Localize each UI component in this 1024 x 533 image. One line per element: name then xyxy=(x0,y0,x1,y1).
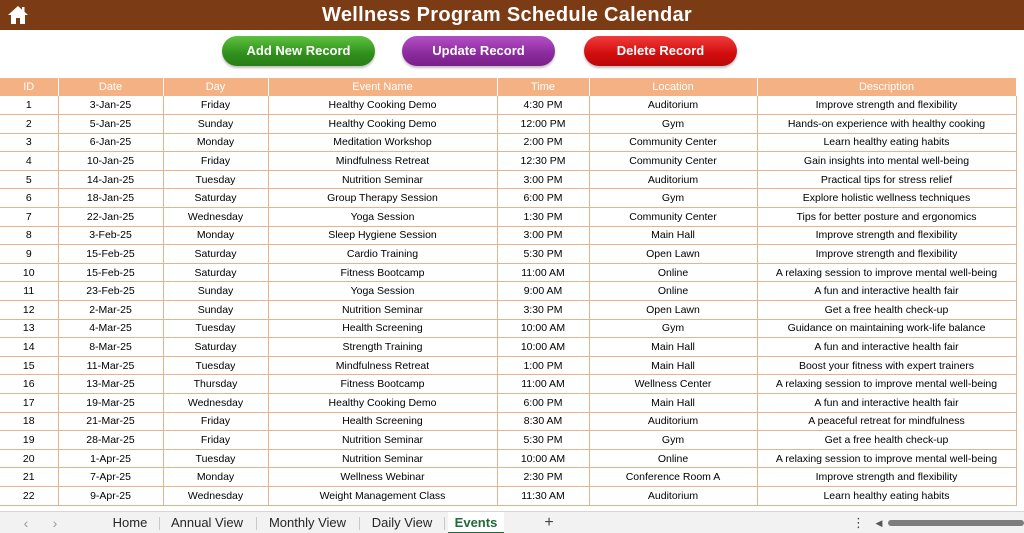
cell-day[interactable]: Friday xyxy=(163,412,268,431)
cell-time[interactable]: 11:00 AM xyxy=(497,263,589,282)
cell-time[interactable]: 3:30 PM xyxy=(497,301,589,320)
cell-date[interactable]: 7-Apr-25 xyxy=(58,468,163,487)
cell-event-name[interactable]: Sleep Hygiene Session xyxy=(268,226,497,245)
cell-date[interactable]: 13-Mar-25 xyxy=(58,375,163,394)
cell-location[interactable]: Gym xyxy=(589,189,757,208)
table-row[interactable] xyxy=(0,449,1016,468)
cell-id[interactable]: 13 xyxy=(0,319,58,338)
cell-description[interactable]: Learn healthy eating habits xyxy=(757,133,1016,152)
cell-id[interactable]: 9 xyxy=(0,245,58,264)
tab-monthly-view[interactable]: Monthly View xyxy=(268,515,347,530)
cell-location[interactable]: Wellness Center xyxy=(589,375,757,394)
table-row[interactable] xyxy=(0,356,1016,375)
table-row[interactable] xyxy=(0,208,1016,227)
tab-events[interactable]: Events xyxy=(448,512,504,533)
cell-location[interactable]: Main Hall xyxy=(589,338,757,357)
cell-description[interactable]: Explore holistic wellness techniques xyxy=(757,189,1016,208)
cell-date[interactable]: 3-Jan-25 xyxy=(58,96,163,115)
cell-event-name[interactable]: Healthy Cooking Demo xyxy=(268,394,497,413)
cell-day[interactable]: Wednesday xyxy=(163,394,268,413)
cell-event-name[interactable]: Nutrition Seminar xyxy=(268,431,497,450)
cell-description[interactable]: A fun and interactive health fair xyxy=(757,338,1016,357)
table-row[interactable] xyxy=(0,115,1016,134)
cell-location[interactable]: Gym xyxy=(589,319,757,338)
cell-date[interactable]: 4-Mar-25 xyxy=(58,319,163,338)
cell-time[interactable]: 1:30 PM xyxy=(497,208,589,227)
table-row[interactable] xyxy=(0,338,1016,357)
cell-description[interactable]: Tips for better posture and ergonomics xyxy=(757,208,1016,227)
cell-id[interactable]: 11 xyxy=(0,282,58,301)
cell-time[interactable]: 10:00 AM xyxy=(497,319,589,338)
scrollbar-thumb[interactable] xyxy=(888,520,1024,526)
cell-time[interactable]: 3:00 PM xyxy=(497,226,589,245)
cell-description[interactable]: Get a free health check-up xyxy=(757,431,1016,450)
sheet-tab-bar xyxy=(0,511,1024,533)
cell-day[interactable]: Sunday xyxy=(163,115,268,134)
cell-time[interactable]: 4:30 PM xyxy=(497,96,589,115)
table-row[interactable] xyxy=(0,263,1016,282)
cell-description[interactable]: A relaxing session to improve mental well-being xyxy=(757,375,1016,394)
cell-time[interactable]: 12:00 PM xyxy=(497,115,589,134)
cell-time[interactable]: 5:30 PM xyxy=(497,245,589,264)
cell-date[interactable]: 23-Feb-25 xyxy=(58,282,163,301)
cell-time[interactable]: 6:00 PM xyxy=(497,189,589,208)
cell-id[interactable]: 3 xyxy=(0,133,58,152)
tab-separator xyxy=(159,517,160,530)
cell-description[interactable]: A peaceful retreat for mindfulness xyxy=(757,412,1016,431)
cell-description[interactable]: Hands-on experience with healthy cooking xyxy=(757,115,1016,134)
cell-location[interactable]: Gym xyxy=(589,115,757,134)
cell-date[interactable]: 10-Jan-25 xyxy=(58,152,163,171)
cell-date[interactable]: 3-Feb-25 xyxy=(58,226,163,245)
cell-description[interactable]: Improve strength and flexibility xyxy=(757,96,1016,115)
cell-event-name[interactable]: Fitness Bootcamp xyxy=(268,375,497,394)
cell-event-name[interactable]: Health Screening xyxy=(268,412,497,431)
update-record-button[interactable]: Update Record xyxy=(402,36,555,66)
cell-event-name[interactable]: Weight Management Class xyxy=(268,486,497,505)
cell-description[interactable]: A relaxing session to improve mental well-being xyxy=(757,263,1016,282)
cell-location[interactable]: Online xyxy=(589,263,757,282)
cell-location[interactable]: Gym xyxy=(589,431,757,450)
cell-location[interactable]: Main Hall xyxy=(589,356,757,375)
cell-time[interactable]: 8:30 AM xyxy=(497,412,589,431)
table-row[interactable] xyxy=(0,152,1016,171)
cell-date[interactable]: 14-Jan-25 xyxy=(58,170,163,189)
cell-time[interactable]: 2:30 PM xyxy=(497,468,589,487)
cell-id[interactable]: 5 xyxy=(0,170,58,189)
cell-time[interactable]: 1:00 PM xyxy=(497,356,589,375)
cell-time[interactable]: 6:00 PM xyxy=(497,394,589,413)
cell-location[interactable]: Auditorium xyxy=(589,412,757,431)
cell-id[interactable]: 18 xyxy=(0,412,58,431)
table-row[interactable] xyxy=(0,282,1016,301)
cell-day[interactable]: Tuesday xyxy=(163,319,268,338)
cell-description[interactable]: Improve strength and flexibility xyxy=(757,245,1016,264)
cell-description[interactable]: A relaxing session to improve mental well-being xyxy=(757,449,1016,468)
events-table xyxy=(0,78,1017,506)
tab-separator xyxy=(444,517,445,530)
cell-day[interactable]: Sunday xyxy=(163,301,268,320)
cell-description[interactable]: Learn healthy eating habits xyxy=(757,486,1016,505)
cell-location[interactable]: Conference Room A xyxy=(589,468,757,487)
cell-id[interactable]: 1 xyxy=(0,96,58,115)
chevron-left-icon[interactable]: ‹ xyxy=(23,515,29,531)
cell-location[interactable]: Community Center xyxy=(589,208,757,227)
table-row[interactable] xyxy=(0,245,1016,264)
cell-day[interactable]: Tuesday xyxy=(163,449,268,468)
table-row[interactable] xyxy=(0,189,1016,208)
cell-description[interactable]: Gain insights into mental well-being xyxy=(757,152,1016,171)
cell-date[interactable]: 22-Jan-25 xyxy=(58,208,163,227)
cell-event-name[interactable]: Mindfulness Retreat xyxy=(268,152,497,171)
table-row[interactable] xyxy=(0,226,1016,245)
cell-event-name[interactable]: Health Screening xyxy=(268,319,497,338)
cell-id[interactable]: 2 xyxy=(0,115,58,134)
cell-date[interactable]: 8-Mar-25 xyxy=(58,338,163,357)
cell-id[interactable]: 15 xyxy=(0,356,58,375)
table-row[interactable] xyxy=(0,301,1016,320)
cell-day[interactable]: Friday xyxy=(163,152,268,171)
cell-id[interactable]: 17 xyxy=(0,394,58,413)
cell-location[interactable]: Main Hall xyxy=(589,394,757,413)
cell-description[interactable]: Guidance on maintaining work-life balance xyxy=(757,319,1016,338)
title-bar xyxy=(0,0,1024,30)
table-row[interactable] xyxy=(0,133,1016,152)
scroll-left-icon[interactable]: ◀ xyxy=(875,518,883,528)
cell-day[interactable]: Saturday xyxy=(163,263,268,282)
cell-location[interactable]: Online xyxy=(589,449,757,468)
cell-event-name[interactable]: Cardio Training xyxy=(268,245,497,264)
cell-time[interactable]: 9:00 AM xyxy=(497,282,589,301)
cell-event-name[interactable]: Meditation Workshop xyxy=(268,133,497,152)
cell-event-name[interactable]: Healthy Cooking Demo xyxy=(268,96,497,115)
cell-description[interactable]: Boost your fitness with expert trainers xyxy=(757,356,1016,375)
cell-location[interactable]: Community Center xyxy=(589,133,757,152)
cell-location[interactable]: Open Lawn xyxy=(589,301,757,320)
cell-time[interactable]: 3:00 PM xyxy=(497,170,589,189)
cell-id[interactable]: 21 xyxy=(0,468,58,487)
cell-event-name[interactable]: Nutrition Seminar xyxy=(268,449,497,468)
horizontal-scrollbar[interactable] xyxy=(874,517,1024,529)
cell-description[interactable]: Get a free health check-up xyxy=(757,301,1016,320)
cell-event-name[interactable]: Nutrition Seminar xyxy=(268,170,497,189)
cell-day[interactable]: Friday xyxy=(163,431,268,450)
cell-description[interactable]: A fun and interactive health fair xyxy=(757,282,1016,301)
cell-date[interactable]: 21-Mar-25 xyxy=(58,412,163,431)
cell-day[interactable]: Tuesday xyxy=(163,170,268,189)
cell-description[interactable]: Improve strength and flexibility xyxy=(757,226,1016,245)
column-header-time: Time xyxy=(497,78,589,96)
cell-id[interactable]: 14 xyxy=(0,338,58,357)
cell-day[interactable]: Friday xyxy=(163,96,268,115)
cell-event-name[interactable]: Yoga Session xyxy=(268,282,497,301)
cell-event-name[interactable]: Mindfulness Retreat xyxy=(268,356,497,375)
cell-day[interactable]: Thursday xyxy=(163,375,268,394)
cell-time[interactable]: 10:00 AM xyxy=(497,449,589,468)
cell-day[interactable]: Monday xyxy=(163,133,268,152)
delete-record-button[interactable]: Delete Record xyxy=(584,36,737,66)
cell-date[interactable]: 15-Feb-25 xyxy=(58,245,163,264)
cell-id[interactable]: 16 xyxy=(0,375,58,394)
table-row[interactable] xyxy=(0,431,1016,450)
column-header-day: Day xyxy=(163,78,268,96)
add-new-record-button[interactable]: Add New Record xyxy=(222,36,375,66)
table-row[interactable] xyxy=(0,468,1016,487)
cell-id[interactable]: 22 xyxy=(0,486,58,505)
cell-id[interactable]: 20 xyxy=(0,449,58,468)
cell-id[interactable]: 8 xyxy=(0,226,58,245)
column-header-date: Date xyxy=(58,78,163,96)
tab-annual-view[interactable]: Annual View xyxy=(170,515,244,530)
tab-separator xyxy=(359,517,360,530)
cell-time[interactable]: 11:00 AM xyxy=(497,375,589,394)
cell-day[interactable]: Saturday xyxy=(163,189,268,208)
table-row[interactable] xyxy=(0,375,1016,394)
cell-location[interactable]: Community Center xyxy=(589,152,757,171)
column-header-event-name: Event Name xyxy=(268,78,497,96)
cell-description[interactable]: Practical tips for stress relief xyxy=(757,170,1016,189)
table-row[interactable] xyxy=(0,394,1016,413)
cell-id[interactable]: 19 xyxy=(0,431,58,450)
cell-date[interactable]: 9-Apr-25 xyxy=(58,486,163,505)
cell-date[interactable]: 5-Jan-25 xyxy=(58,115,163,134)
cell-description[interactable]: Improve strength and flexibility xyxy=(757,468,1016,487)
table-row[interactable] xyxy=(0,319,1016,338)
cell-date[interactable]: 18-Jan-25 xyxy=(58,189,163,208)
cell-day[interactable]: Saturday xyxy=(163,338,268,357)
tab-separator xyxy=(256,517,257,530)
page-title: Wellness Program Schedule Calendar xyxy=(322,4,692,26)
chevron-right-icon[interactable]: › xyxy=(52,515,58,531)
cell-date[interactable]: 1-Apr-25 xyxy=(58,449,163,468)
cell-time[interactable]: 11:30 AM xyxy=(497,486,589,505)
column-header-location: Location xyxy=(589,78,757,96)
cell-date[interactable]: 19-Mar-25 xyxy=(58,394,163,413)
cell-event-name[interactable]: Strength Training xyxy=(268,338,497,357)
cell-location[interactable]: Auditorium xyxy=(589,170,757,189)
cell-time[interactable]: 12:30 PM xyxy=(497,152,589,171)
cell-location[interactable]: Online xyxy=(589,282,757,301)
column-header-description: Description xyxy=(757,78,1016,96)
cell-id[interactable]: 4 xyxy=(0,152,58,171)
cell-location[interactable]: Auditorium xyxy=(589,96,757,115)
cell-date[interactable]: 28-Mar-25 xyxy=(58,431,163,450)
cell-time[interactable]: 2:00 PM xyxy=(497,133,589,152)
cell-id[interactable]: 6 xyxy=(0,189,58,208)
cell-location[interactable]: Auditorium xyxy=(589,486,757,505)
cell-time[interactable]: 5:30 PM xyxy=(497,431,589,450)
cell-day[interactable]: Wednesday xyxy=(163,208,268,227)
table-row[interactable] xyxy=(0,412,1016,431)
cell-day[interactable]: Saturday xyxy=(163,245,268,264)
cell-date[interactable]: 6-Jan-25 xyxy=(58,133,163,152)
column-header-id: ID xyxy=(0,78,58,96)
tab-home[interactable]: Home xyxy=(112,515,148,530)
cell-date[interactable]: 11-Mar-25 xyxy=(58,356,163,375)
table-row[interactable] xyxy=(0,96,1016,115)
cell-event-name[interactable]: Healthy Cooking Demo xyxy=(268,115,497,134)
cell-day[interactable]: Monday xyxy=(163,226,268,245)
cell-day[interactable]: Monday xyxy=(163,468,268,487)
cell-event-name[interactable]: Group Therapy Session xyxy=(268,189,497,208)
cell-time[interactable]: 10:00 AM xyxy=(497,338,589,357)
more-vertical-icon[interactable]: ⋮ xyxy=(852,515,865,530)
cell-event-name[interactable]: Wellness Webinar xyxy=(268,468,497,487)
cell-event-name[interactable]: Yoga Session xyxy=(268,208,497,227)
cell-day[interactable]: Sunday xyxy=(163,282,268,301)
cell-id[interactable]: 10 xyxy=(0,263,58,282)
cell-event-name[interactable]: Fitness Bootcamp xyxy=(268,263,497,282)
cell-id[interactable]: 7 xyxy=(0,208,58,227)
cell-id[interactable]: 12 xyxy=(0,301,58,320)
cell-day[interactable]: Wednesday xyxy=(163,486,268,505)
cell-date[interactable]: 15-Feb-25 xyxy=(58,263,163,282)
table-body xyxy=(0,96,1016,505)
cell-location[interactable]: Main Hall xyxy=(589,226,757,245)
tab-daily-view[interactable]: Daily View xyxy=(371,515,433,530)
cell-description[interactable]: A fun and interactive health fair xyxy=(757,394,1016,413)
table-row[interactable] xyxy=(0,486,1016,505)
cell-day[interactable]: Tuesday xyxy=(163,356,268,375)
plus-icon[interactable]: + xyxy=(544,514,554,531)
cell-location[interactable]: Open Lawn xyxy=(589,245,757,264)
table-row[interactable] xyxy=(0,170,1016,189)
cell-date[interactable]: 2-Mar-25 xyxy=(58,301,163,320)
cell-event-name[interactable]: Nutrition Seminar xyxy=(268,301,497,320)
table-header-row xyxy=(0,78,1016,96)
